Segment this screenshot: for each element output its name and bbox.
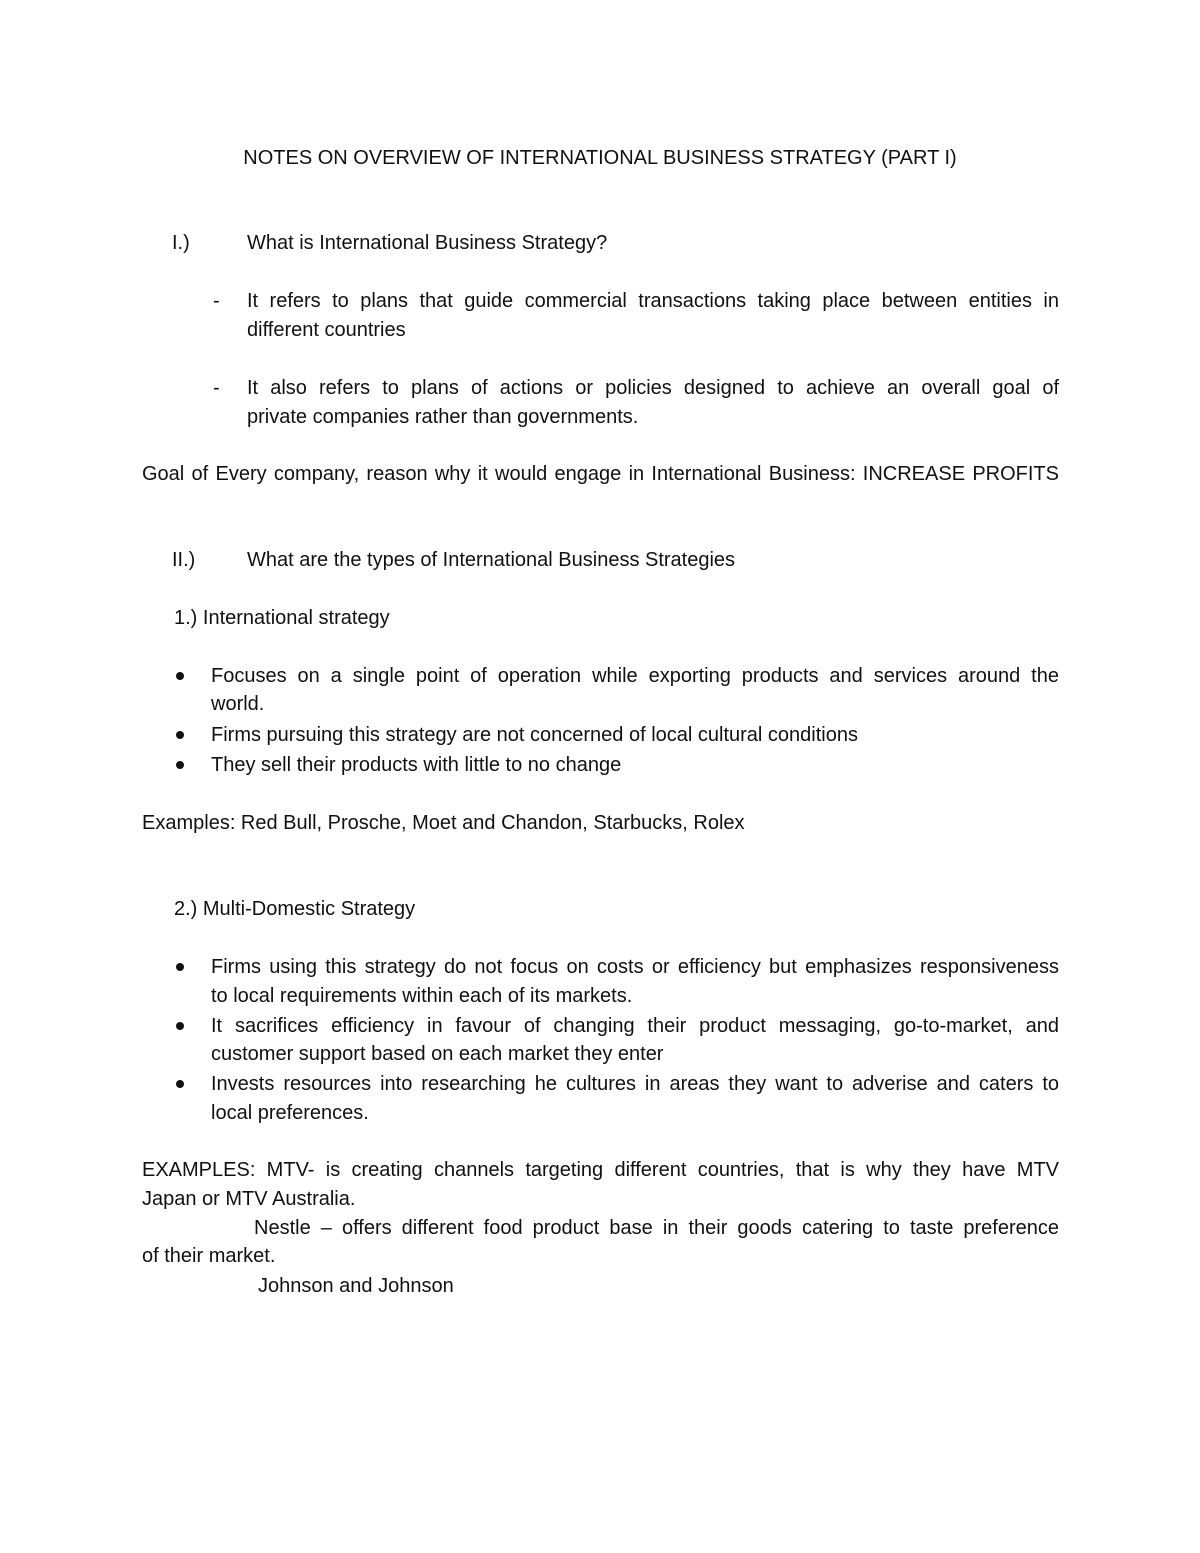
strategy-1-bullet-1-line-2: world. [211, 693, 265, 715]
strategy-2-bullet-1-line-1: Firms using this strategy do not focus on costs or efficiency but emphasizes responsiveness [211, 956, 1059, 978]
strategy-2-bullet-3-line-1: Invests resources into researching he cultures in areas they want to adverise and caters to [211, 1073, 1059, 1095]
strategy-2-examples-line-5: Johnson and Johnson [258, 1275, 454, 1297]
bullet-icon [176, 1080, 184, 1088]
strategy-1-heading: 1.) International strategy [174, 607, 390, 629]
section-1-item-1-line-1: It refers to plans that guide commercial transactions taking place between entities in [247, 290, 1059, 312]
section-1-item-2-line-1: It also refers to plans of actions or policies designed to achieve an overall goal of [247, 377, 1059, 399]
strategy-2-examples-line-2: Japan or MTV Australia. [142, 1188, 356, 1210]
document-title: NOTES ON OVERVIEW OF INTERNATIONAL BUSINESS STRATEGY (PART I) [243, 147, 957, 169]
strategy-2-bullet-1-line-2: to local requirements within each of its markets. [211, 985, 633, 1007]
strategy-2-bullet-2-line-2: customer support based on each market they enter [211, 1043, 664, 1065]
bullet-icon [176, 672, 184, 680]
strategy-2-heading: 2.) Multi-Domestic Strategy [174, 898, 416, 920]
strategy-2-bullet-2-line-1: It sacrifices efficiency in favour of changing their product messaging, go-to-market, and [211, 1015, 1059, 1037]
dash-marker: - [213, 290, 220, 312]
section-1-heading: What is International Business Strategy? [247, 232, 608, 254]
strategy-1-examples: Examples: Red Bull, Prosche, Moet and Chandon, Starbucks, Rolex [142, 812, 745, 834]
strategy-2-examples-line-3: Nestle – offers different food product base in their goods catering to taste preference [254, 1217, 1059, 1239]
section-2-number: II.) [172, 549, 196, 571]
strategy-1-bullet-1-line-1: Focuses on a single point of operation while exporting products and services around the [211, 665, 1059, 687]
strategy-2-bullet-3-line-2: local preferences. [211, 1102, 369, 1124]
section-1-number: I.) [172, 232, 190, 254]
bullet-icon [176, 963, 184, 971]
section-1-item-2-line-2: private companies rather than governments. [247, 406, 639, 428]
bullet-icon [176, 1022, 184, 1030]
bullet-icon [176, 731, 184, 739]
strategy-1-bullet-2: Firms pursuing this strategy are not concerned of local cultural conditions [211, 724, 858, 746]
section-1-item-1-line-2: different countries [247, 319, 406, 341]
section-2-heading: What are the types of International Business Strategies [247, 549, 736, 571]
dash-marker: - [213, 377, 220, 399]
strategy-1-bullet-3: They sell their products with little to no change [211, 754, 622, 776]
strategy-2-examples-line-4: of their market. [142, 1245, 276, 1267]
goal-line: Goal of Every company, reason why it would engage in International Business: INCREASE PROFITS [142, 463, 1059, 485]
bullet-icon [176, 761, 184, 769]
strategy-2-examples-line-1: EXAMPLES: MTV- is creating channels targeting different countries, that is why they have MTV [142, 1159, 1059, 1181]
